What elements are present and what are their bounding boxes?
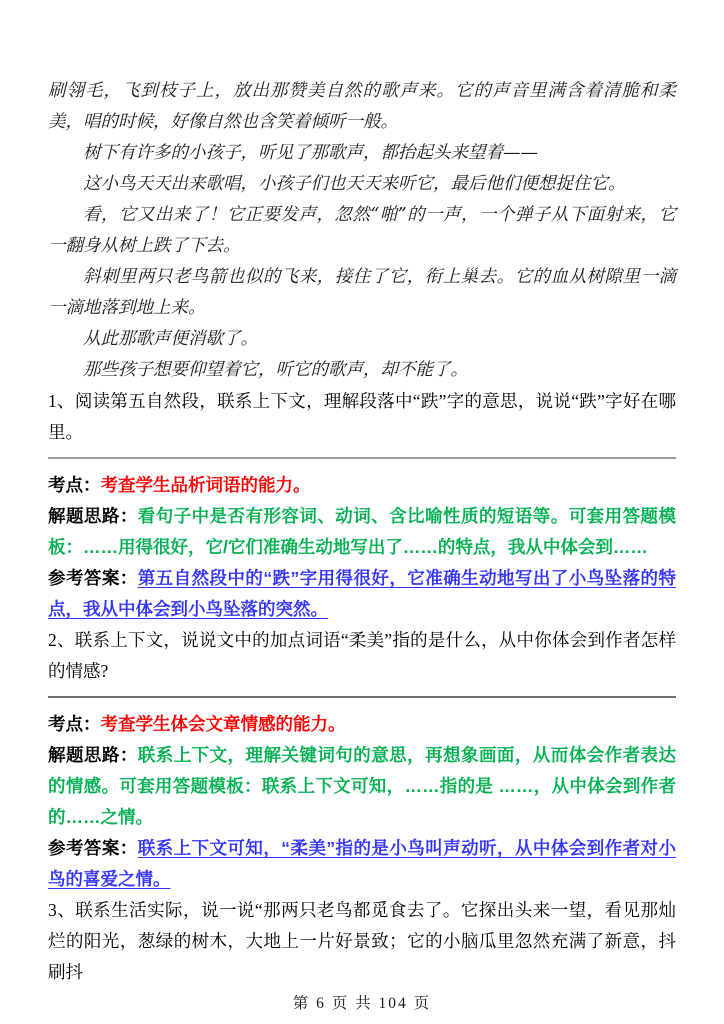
story-paragraph: 刷翎毛，飞到枝子上，放出那赞美自然的歌声来。它的声音里满含着清脆和柔美，唱的时候，好像自然也含笑着倾听一般。 [48, 81, 676, 132]
reference-answer-label: 参考答案： [48, 838, 138, 858]
page-number: 第 6 页 共 104 页 [292, 995, 432, 1012]
reference-answer-text: 第五自然段中的“跌”字用得很好，它准确生动地写出了小鸟坠落的特点，我从中体会到小鸟坠落的突然。 [48, 568, 677, 619]
silu-text: 联系上下文，理解关键词句的意思，再想象画面，从而体会作者表达的情感。可套用答题模板：联系上下文可知，……指的是 ……，从中体会到作者的……之情。 [48, 745, 676, 827]
story-paragraph: 看，它又出来了！它正要发声，忽然“啪”的一声，一个弹子从下面射来，它一翻身从树上跌了下去。 [48, 205, 676, 256]
kaodian-label: 考点： [48, 475, 101, 495]
answer-block-1 [48, 470, 676, 625]
answer-block-2 [48, 709, 676, 895]
story-paragraph: 这小鸟天天出来歌唱，小孩子们也天天来听它，最后他们便想捉住它。 [83, 174, 626, 194]
kaodian-line [48, 709, 676, 740]
reference-answer-line [48, 833, 676, 895]
question-1: 1、阅读第五自然段，联系上下文，理解段落中“跌”字的意思，说说“跌”字好在哪里。 [48, 391, 676, 442]
kaodian-line [48, 470, 676, 501]
silu-label: 解题思路： [48, 745, 138, 765]
story-paragraph: 树下有许多的小孩子，听见了那歌声，都抬起头来望着—— [83, 143, 538, 163]
silu-line [48, 501, 676, 563]
section-divider [48, 696, 676, 698]
silu-text: 看句子中是否有形容词、动词、含比喻性质的短语等。可套用答题模板：……用得很好，它/它们准确生动地写出了……的特点，我从中体会到…… [48, 506, 676, 557]
section-divider [48, 457, 676, 459]
question-2: 2、联系上下文，说说文中的加点词语“柔美”指的是什么，从中你体会到作者怎样的情感? [48, 630, 676, 681]
question-3: 3、联系生活实际，说一说“那两只老鸟都觅食去了。它探出头来一望，看见那灿烂的阳光，葱绿的树木，大地上一片好景致；它的小脑瓜里忽然充满了新意，抖刷抖 [48, 900, 676, 982]
story-section [48, 76, 676, 386]
silu-line [48, 740, 676, 833]
reference-answer-text: 联系上下文可知，“柔美”指的是小鸟叫声动听，从中体会到作者对小鸟的喜爱之情。 [48, 838, 677, 889]
kaodian-label: 考点： [48, 714, 101, 734]
reference-answer-label: 参考答案： [48, 568, 138, 588]
reference-answer-line [48, 563, 676, 625]
story-paragraph: 那些孩子想要仰望着它，听它的歌声，却不能了。 [83, 360, 468, 380]
kaodian-text: 考查学生品析词语的能力。 [100, 475, 311, 495]
kaodian-text: 考查学生体会文章情感的能力。 [100, 714, 346, 734]
story-paragraph: 从此那歌声便消歇了。 [83, 329, 258, 349]
silu-label: 解题思路： [48, 506, 138, 526]
story-paragraph: 斜刺里两只老鸟箭也似的飞来，接住了它，衔上巢去。它的血从树隙里一滴一滴地落到地上来。 [48, 267, 676, 318]
